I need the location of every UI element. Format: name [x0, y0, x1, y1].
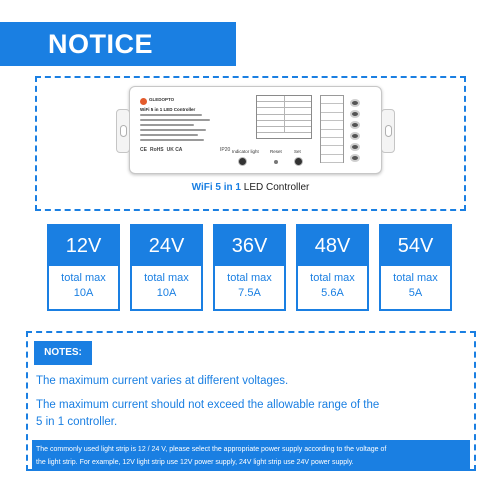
product-caption	[37, 182, 464, 193]
voltage-card	[130, 224, 203, 311]
current-value: 10A	[156, 287, 177, 299]
power-supply-note-line-2: the light strip. For example, 12V light strip use 12V power supply, 24V light strip use 24V power supply.	[36, 459, 354, 466]
reset-label: Reset	[270, 149, 282, 154]
output-terminals	[320, 95, 376, 167]
voltage-value: 12V	[49, 226, 118, 266]
current-value: 5A	[408, 287, 423, 299]
brand-logo-icon	[140, 98, 147, 105]
voltage-value: 54V	[381, 226, 450, 266]
power-supply-note-line-1: The commonly used light strip is 12 / 24 V, please select the appropriate power supply according to the voltage of	[36, 446, 387, 453]
notes-title: NOTES:	[34, 341, 92, 365]
current-value: 10A	[73, 287, 94, 299]
current-value: 7.5A	[238, 287, 261, 299]
controller-device-image	[129, 86, 382, 174]
certification-marks	[140, 147, 182, 153]
cert-mark: UK CA	[166, 147, 183, 153]
voltage-card	[296, 224, 369, 311]
set-button-icon	[294, 157, 303, 166]
caption-model: WiFi 5 in 1	[191, 182, 241, 193]
power-supply-note	[32, 440, 470, 471]
terminal-screw-icon	[350, 110, 360, 118]
caption-type: LED Controller	[243, 182, 310, 193]
voltage-grid	[47, 224, 453, 311]
terminal-screw-icon	[350, 132, 360, 140]
current-label: total max	[310, 272, 355, 284]
notice-title: NOTICE	[48, 29, 154, 59]
current-value: 5.6A	[321, 287, 344, 299]
voltage-card	[47, 224, 120, 311]
voltage-value: 36V	[215, 226, 284, 266]
set-label: Set	[294, 149, 301, 154]
device-brand: GLEDOPTO	[149, 97, 175, 102]
voltage-value: 48V	[298, 226, 367, 266]
note-line-2: The maximum current should not exceed the allowable range of the	[36, 399, 380, 411]
voltage-card	[213, 224, 286, 311]
current-label: total max	[393, 272, 438, 284]
notice-banner	[0, 22, 236, 66]
current-label: total max	[144, 272, 189, 284]
mode-table	[256, 95, 312, 139]
voltage-card	[379, 224, 452, 311]
reset-button-icon	[274, 160, 278, 164]
cert-mark: CE	[140, 147, 147, 153]
indicator-light-icon	[238, 157, 247, 166]
device-label-title: WiFi 5 in 1 LED Controller	[140, 107, 196, 112]
terminal-screw-icon	[350, 154, 360, 162]
indicator-light-label: Indicator light	[232, 149, 259, 154]
terminal-screw-icon	[350, 143, 360, 151]
note-line-1: The maximum current varies at different voltages.	[36, 375, 289, 387]
ip-rating: IP20	[220, 147, 231, 153]
terminal-screw-icon	[350, 121, 360, 129]
terminal-screw-icon	[350, 99, 360, 107]
product-box	[35, 76, 466, 211]
notes-box	[26, 331, 476, 471]
current-label: total max	[61, 272, 106, 284]
device-spec-lines	[140, 114, 210, 144]
device-buttons	[230, 149, 310, 171]
note-line-2-cont: 5 in 1 controller.	[36, 416, 118, 428]
cert-mark: RoHS	[149, 147, 164, 153]
voltage-value: 24V	[132, 226, 201, 266]
current-label: total max	[227, 272, 272, 284]
